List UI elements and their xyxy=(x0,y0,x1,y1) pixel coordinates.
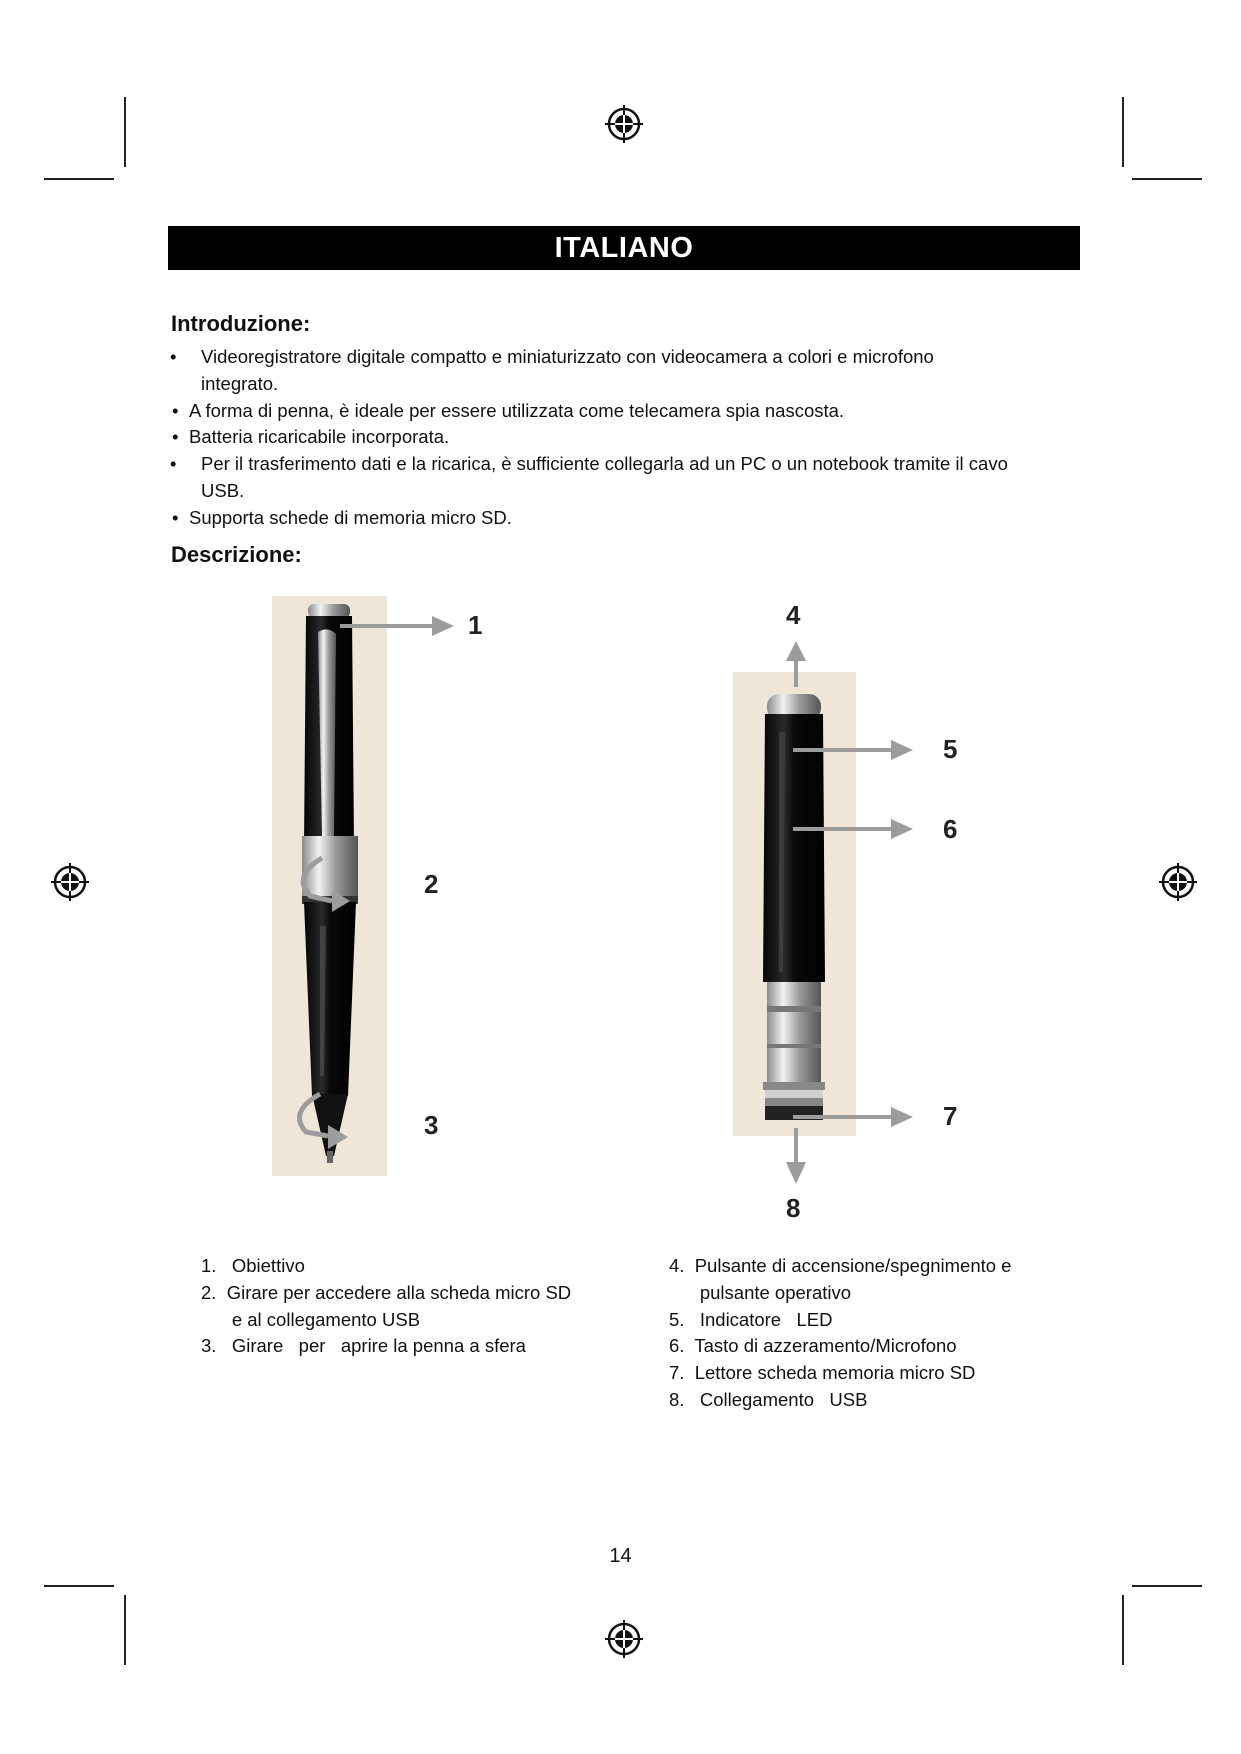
pen-photo-left xyxy=(272,596,387,1176)
callout-arrow-5 xyxy=(793,738,915,762)
legend-list-right xyxy=(669,1253,1011,1414)
bullet-line: USB. xyxy=(201,479,245,501)
intro-heading: Introduzione: xyxy=(171,311,311,336)
crop-mark-bottom-right-h xyxy=(1132,1585,1202,1587)
page-number: 14 xyxy=(609,1545,632,1567)
registration-mark-icon xyxy=(49,861,91,903)
list-item: • Per il trasferimento dati e la ricarica, è sufficiente collegarla ad un PC o un notebook tramite il cavo USB. xyxy=(170,453,1008,501)
crop-mark-bottom-left-h xyxy=(44,1585,114,1587)
list-item: • Batteria ricaricabile incorporata. xyxy=(172,426,450,448)
bullet-line: Per il trasferimento dati e la ricarica, è sufficiente collegarla ad un PC o un notebook tramite il cavo xyxy=(201,453,1008,475)
list-item: 5. Indicatore LED xyxy=(669,1308,833,1330)
callout-arrow-4 xyxy=(784,641,808,687)
list-item: • Supporta schede di memoria micro SD. xyxy=(172,506,512,528)
callout-label-3: 3 xyxy=(424,1110,439,1140)
list-item: pulsante operativo xyxy=(669,1281,852,1303)
callout-label-1: 1 xyxy=(468,610,483,640)
list-item: • A forma di penna, è ideale per essere utilizzata come telecamera spia nascosta. xyxy=(172,399,845,421)
language-header-bar xyxy=(168,226,1080,270)
list-item: e al collegamento USB xyxy=(201,1308,421,1330)
list-item: 2. Girare per accedere alla scheda micro SD xyxy=(201,1281,572,1303)
list-item: • Videoregistratore digitale compatto e miniaturizzato con videocamera a colori e microfono integrato. xyxy=(170,346,934,394)
callout-label-6: 6 xyxy=(943,814,958,844)
callout-arrow-8 xyxy=(784,1128,808,1184)
callout-label-8: 8 xyxy=(786,1193,801,1223)
bullet-line: A forma di penna, è ideale per essere utilizzata come telecamera spia nascosta. xyxy=(189,399,845,421)
bullet-line: Supporta schede di memoria micro SD. xyxy=(189,506,512,528)
intro-bullet-list xyxy=(170,344,1090,532)
list-item: 8. Collegamento USB xyxy=(669,1388,868,1410)
callout-arrow-7 xyxy=(793,1105,915,1129)
callout-label-7: 7 xyxy=(943,1101,958,1131)
bullet-line: Videoregistratore digitale compatto e miniaturizzato con videocamera a colori e microfono xyxy=(201,346,934,367)
bullet-line: integrato. xyxy=(201,372,279,394)
callout-label-4: 4 xyxy=(786,600,801,630)
registration-mark-icon xyxy=(1157,861,1199,903)
list-item: 4. Pulsante di accensione/spegnimento e xyxy=(669,1255,1012,1276)
crop-mark-top-right-v xyxy=(1122,97,1124,167)
registration-mark-icon xyxy=(603,1618,645,1660)
crop-mark-top-left-v xyxy=(124,97,126,167)
list-item: 6. Tasto di azzeramento/Microfono xyxy=(669,1335,957,1357)
callout-label-2: 2 xyxy=(424,869,439,899)
list-item: 1. Obiettivo xyxy=(201,1255,305,1276)
list-item: 3. Girare per aprire la penna a sfera xyxy=(201,1335,526,1357)
crop-mark-top-right-h xyxy=(1132,178,1202,180)
registration-mark-icon xyxy=(603,103,645,145)
callout-arrow-6 xyxy=(793,817,915,841)
crop-mark-bottom-left-v xyxy=(124,1595,126,1665)
description-heading: Descrizione: xyxy=(171,542,302,567)
legend-list-left xyxy=(201,1253,571,1360)
crop-mark-bottom-right-v xyxy=(1122,1595,1124,1665)
callout-arrow-1 xyxy=(340,614,456,638)
list-item: 7. Lettore scheda memoria micro SD xyxy=(669,1362,976,1384)
callout-label-5: 5 xyxy=(943,734,958,764)
crop-mark-top-left-h xyxy=(44,178,114,180)
page-title: ITALIANO xyxy=(554,232,694,264)
bullet-line: Batteria ricaricabile incorporata. xyxy=(189,426,450,448)
